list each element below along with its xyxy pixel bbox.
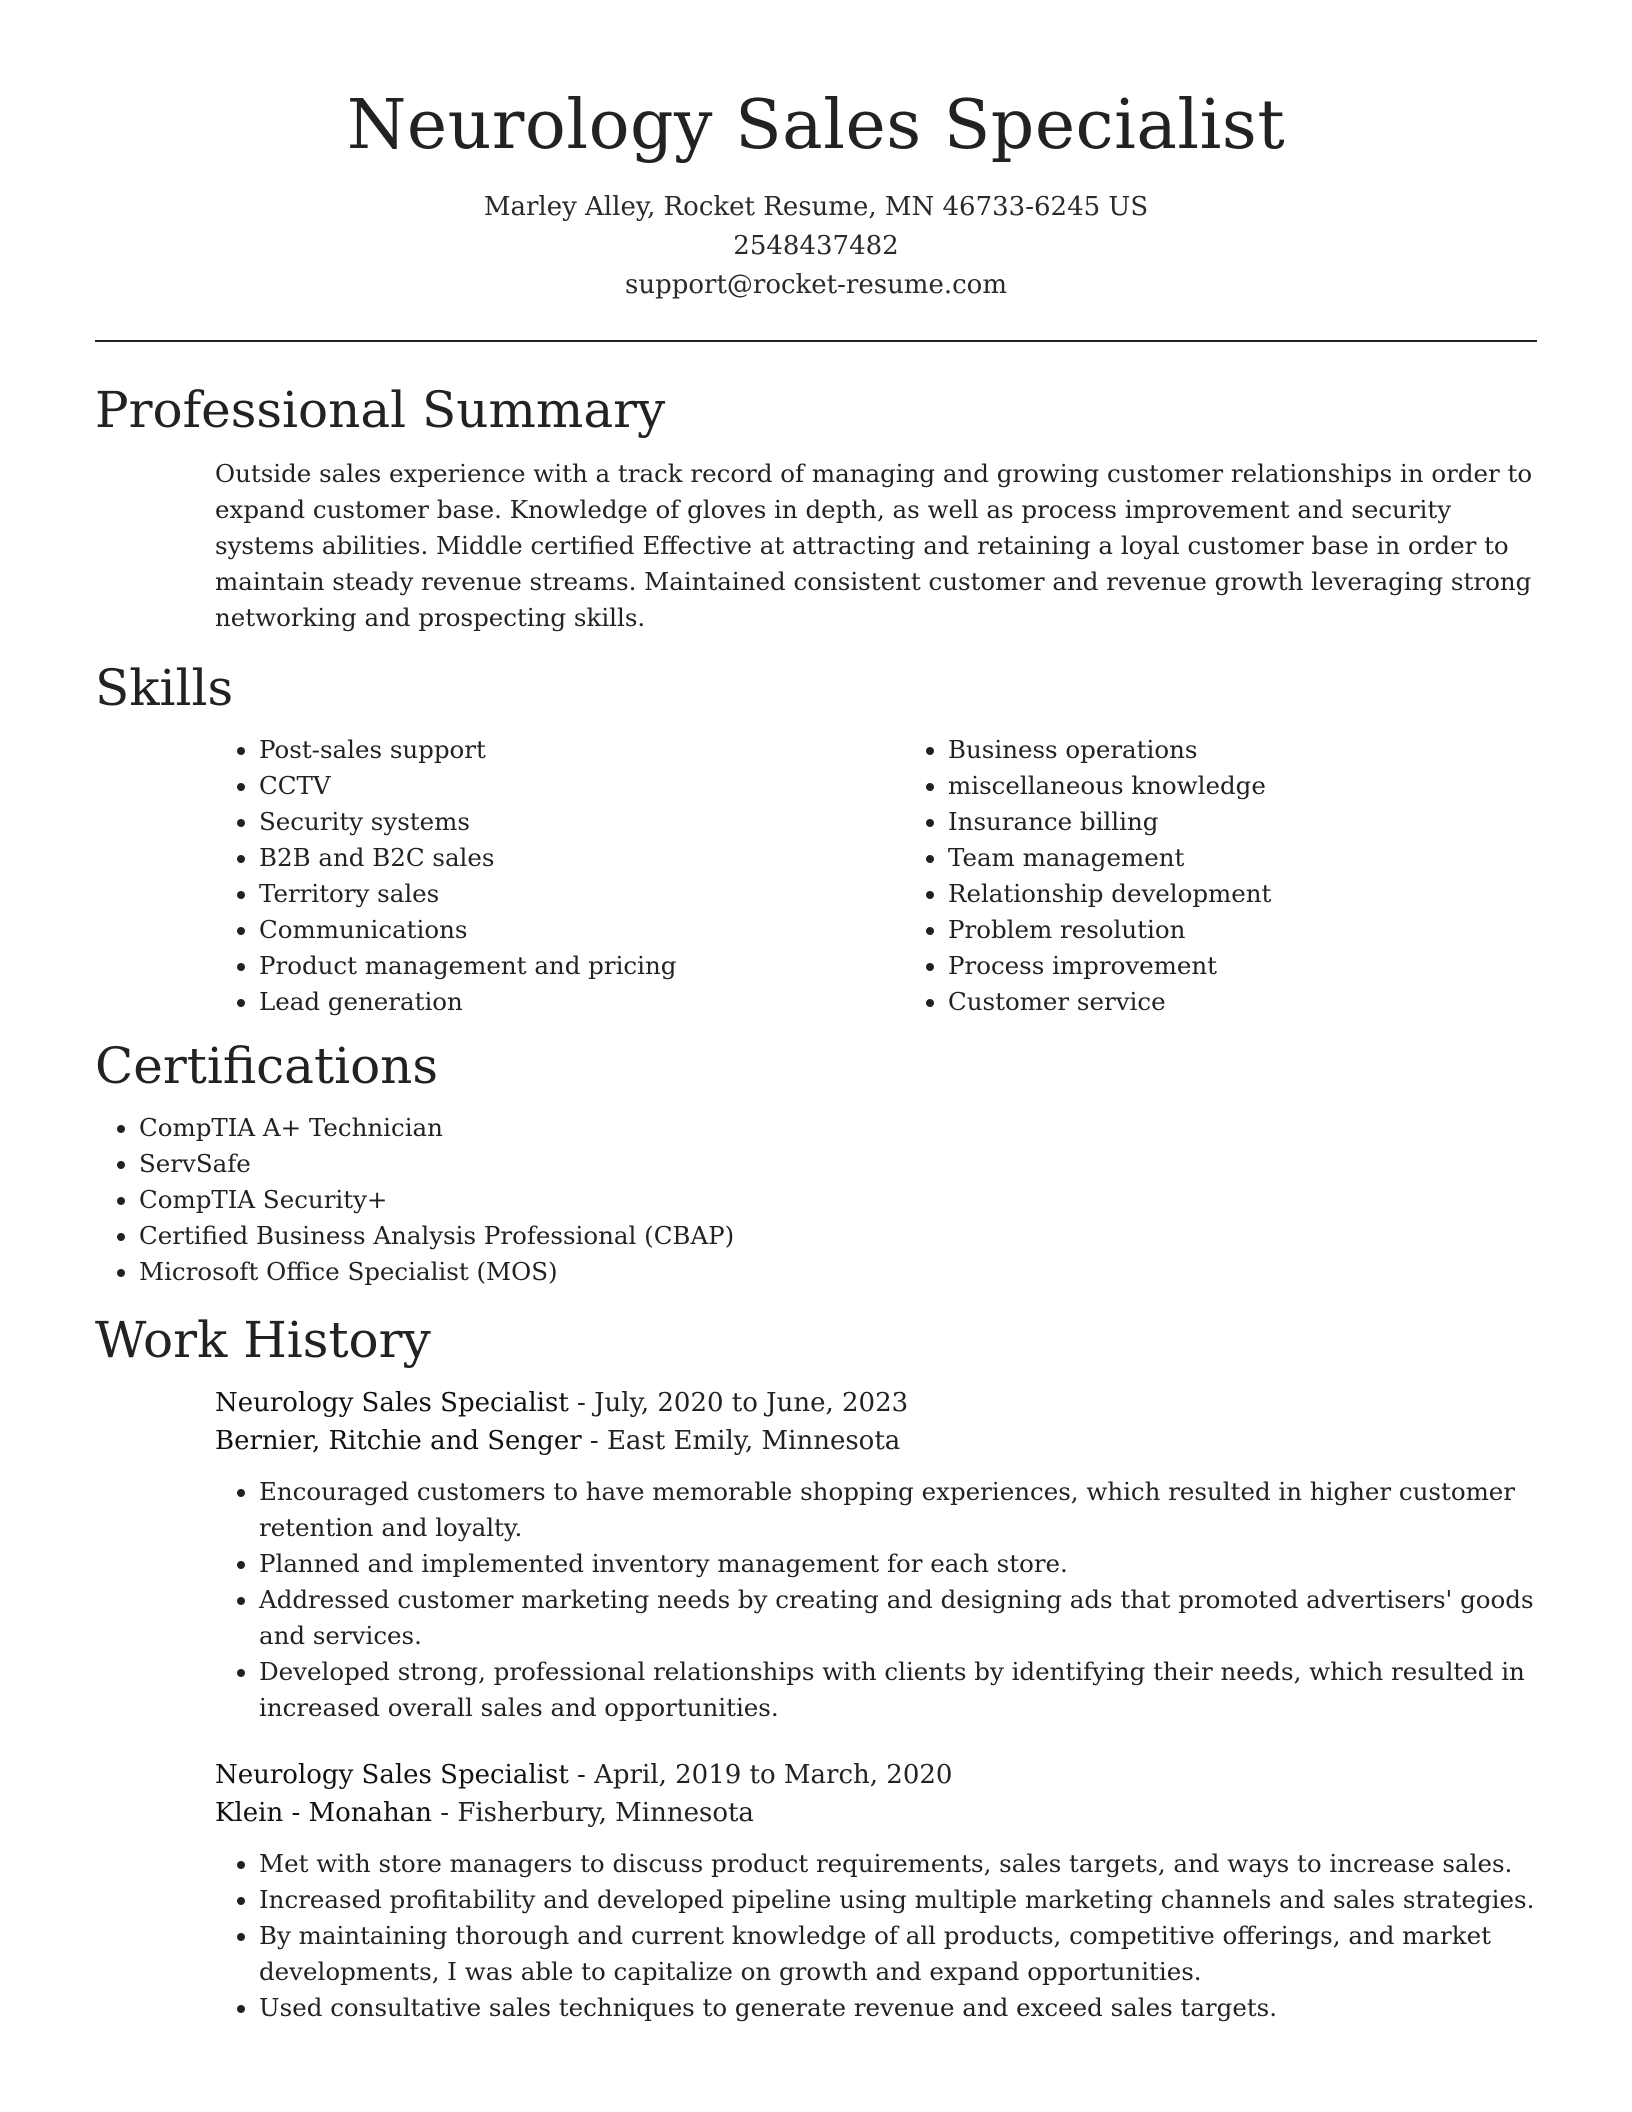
summary-text: Outside sales experience with a track record of managing and growing customer relationships in order to expand customer base. Knowledge of gloves in depth, as well as process improvement and security systems abilities. Middle certified Effective at attracting and retaining a loyal customer base in order to maintain steady revenue streams. Maintained consistent customer and revenue growth leveraging strong networking and prospecting skills. <box>215 459 1533 632</box>
job-bullet: • By maintaining thorough and current knowledge of all products, competitive offerings, and market developments, I was able to capitalize on growth and expand opportunities. <box>259 1918 1537 1990</box>
work-history-section <box>95 1302 1537 2026</box>
job-bullet: • Developed strong, professional relationships with clients by identifying their needs, which resulted in increased overall sales and opportunities. <box>259 1654 1537 1726</box>
skill-item: • miscellaneous knowledge <box>948 768 1593 804</box>
skill-item: • Process improvement <box>948 948 1593 984</box>
skill-item: • Security systems <box>259 804 904 840</box>
summary-section <box>95 372 1537 636</box>
job-role: Neurology Sales Specialist <box>215 1388 569 1418</box>
job-dates: - April, 2019 to March, 2020 <box>568 1760 953 1790</box>
skill-item: • Territory sales <box>259 876 904 912</box>
job-bullet: • Increased profitability and developed pipeline using multiple marketing channels and sales strategies. <box>259 1882 1537 1918</box>
certification-item: • Certified Business Analysis Professional (CBAP) <box>139 1218 1537 1254</box>
job-title-line <box>215 1756 1537 1794</box>
job-bullets <box>215 1474 1537 1726</box>
contact-email: support@rocket-resume.com <box>624 270 1007 300</box>
contact-address: Marley Alley, Rocket Resume, MN 46733-6245 US <box>483 192 1149 222</box>
job-location: - Fisherbury, Minnesota <box>432 1798 754 1828</box>
job-company: Klein - Monahan <box>215 1798 433 1828</box>
resume-header <box>0 0 1632 305</box>
certifications-list <box>95 1110 1537 1290</box>
resume-body <box>95 372 1537 2026</box>
skill-item: • Product management and pricing <box>259 948 904 984</box>
job-bullets <box>215 1846 1537 2026</box>
certifications-heading: Certifications <box>95 1037 439 1095</box>
job-company-line <box>215 1794 1537 1832</box>
skill-item: • Business operations <box>948 732 1593 768</box>
skill-item: • Insurance billing <box>948 804 1593 840</box>
skills-grid <box>215 732 1537 1020</box>
skill-item: • Team management <box>948 840 1593 876</box>
certifications-section <box>95 1028 1537 1290</box>
job-title-line <box>215 1384 1537 1422</box>
resume-title: Neurology Sales Specialist <box>346 86 1286 165</box>
contact-phone: 2548437482 <box>733 231 899 261</box>
job-dates: - July, 2020 to June, 2023 <box>568 1388 909 1418</box>
certification-item: • Microsoft Office Specialist (MOS) <box>139 1254 1537 1290</box>
summary-heading: Professional Summary <box>95 381 666 439</box>
job-entry <box>215 1384 1537 1726</box>
job-entry <box>215 1756 1537 2026</box>
job-company: Bernier, Ritchie and Senger <box>215 1426 582 1456</box>
job-bullet: • Encouraged customers to have memorable shopping experiences, which resulted in higher customer retention and loyalty. <box>259 1474 1537 1546</box>
skills-list-right <box>904 732 1593 1020</box>
job-company-line <box>215 1422 1537 1460</box>
certification-item: • CompTIA A+ Technician <box>139 1110 1537 1146</box>
job-bullet: • Planned and implemented inventory management for each store. <box>259 1546 1537 1582</box>
certification-item: • CompTIA Security+ <box>139 1182 1537 1218</box>
job-location: - East Emily, Minnesota <box>581 1426 901 1456</box>
contact-block <box>0 188 1632 305</box>
skills-section <box>95 650 1537 1020</box>
skill-item: • B2B and B2C sales <box>259 840 904 876</box>
skill-item: • CCTV <box>259 768 904 804</box>
skills-list-left <box>215 732 904 1020</box>
work-history-heading: Work History <box>95 1311 431 1369</box>
header-divider <box>95 340 1537 342</box>
skill-item: • Lead generation <box>259 984 904 1020</box>
job-bullet: • Met with store managers to discuss product requirements, sales targets, and ways to increase sales. <box>259 1846 1537 1882</box>
job-role: Neurology Sales Specialist <box>215 1760 569 1790</box>
skills-heading: Skills <box>95 659 234 717</box>
skill-item: • Communications <box>259 912 904 948</box>
skill-item: • Post-sales support <box>259 732 904 768</box>
job-bullet: • Used consultative sales techniques to generate revenue and exceed sales targets. <box>259 1990 1537 2026</box>
skill-item: • Relationship development <box>948 876 1593 912</box>
skill-item: • Problem resolution <box>948 912 1593 948</box>
skill-item: • Customer service <box>948 984 1593 1020</box>
certification-item: • ServSafe <box>139 1146 1537 1182</box>
job-bullet: • Addressed customer marketing needs by creating and designing ads that promoted advertisers' goods and services. <box>259 1582 1537 1654</box>
